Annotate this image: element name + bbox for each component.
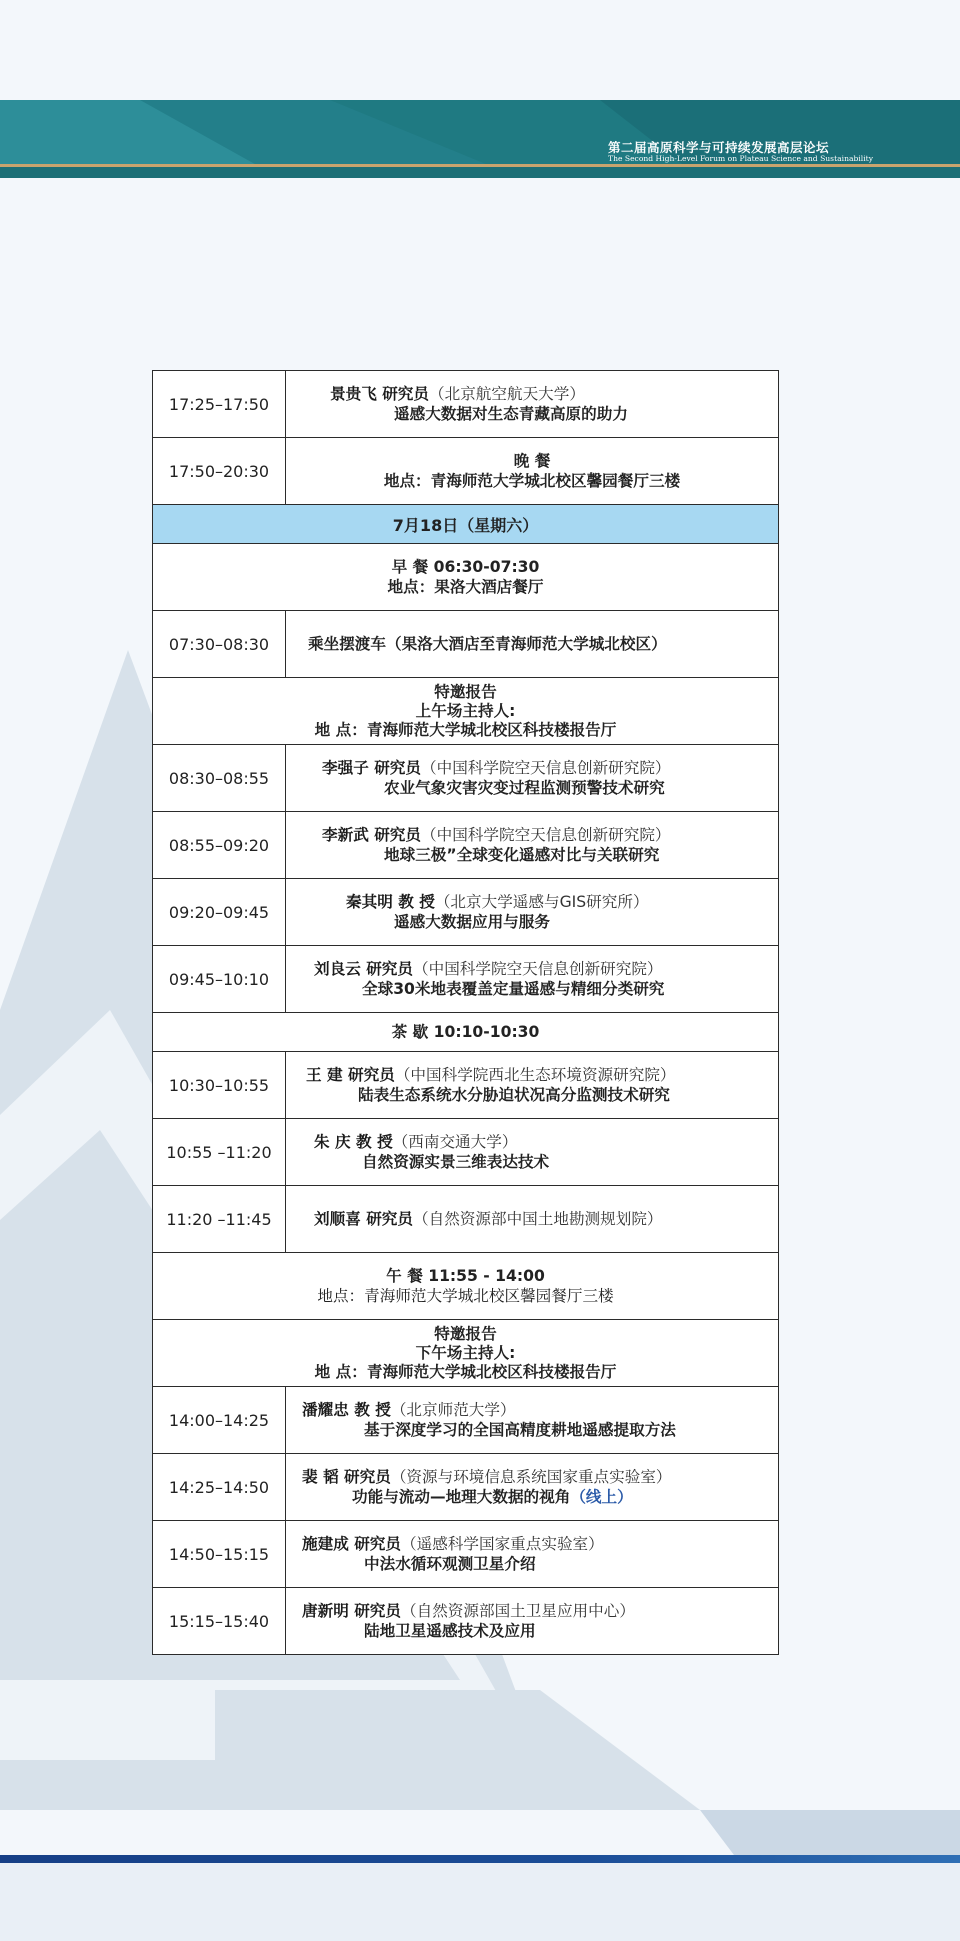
speaker-name: 李新武 研究员 — [322, 826, 421, 844]
time-cell: 17:50–20:30 — [153, 438, 286, 505]
speaker-line — [302, 1065, 774, 1085]
event-location: 地点：青海师范大学城北校区馨园餐厅三楼 — [383, 472, 681, 490]
speaker-affiliation: （北京师范大学） — [390, 1401, 516, 1419]
session-location: 地 点：青海师范大学城北校区科技楼报告厅 — [314, 720, 617, 739]
talk-cell — [286, 812, 779, 879]
schedule-row — [153, 946, 779, 1013]
session-title: 特邀报告 — [434, 1324, 497, 1343]
speaker-affiliation: （自然资源部国土卫星应用中心） — [401, 1602, 635, 1620]
schedule-row — [153, 1387, 779, 1454]
schedule-row — [153, 611, 779, 678]
talk-cell — [286, 1052, 779, 1119]
speaker-name: 朱 庆 教 授 — [314, 1133, 393, 1151]
talk-topic: 基于深度学习的全国高精度耕地遥感提取方法 — [364, 1421, 676, 1439]
time-cell: 15:15–15:40 — [153, 1588, 286, 1655]
schedule-row — [153, 1320, 779, 1387]
time-cell: 14:25–14:50 — [153, 1454, 286, 1521]
speaker-name: 王 建 研究员 — [306, 1066, 395, 1084]
speaker-affiliation: （中国科学院空天信息创新研究院） — [413, 960, 663, 978]
time-cell: 07:30–08:30 — [153, 611, 286, 678]
talk-cell — [286, 1521, 779, 1588]
speaker-affiliation: （中国科学院空天信息创新研究院） — [421, 759, 671, 777]
speaker-name: 施建成 研究员 — [302, 1535, 401, 1553]
event-cell — [153, 1253, 779, 1320]
event-cell — [153, 544, 779, 611]
speaker-name: 秦其明 教 授 — [346, 893, 435, 911]
session-cell — [153, 678, 779, 745]
footer-band — [0, 1855, 960, 1863]
schedule-row — [153, 1013, 779, 1052]
time-cell: 11:20 –11:45 — [153, 1186, 286, 1253]
time-cell: 14:00–14:25 — [153, 1387, 286, 1454]
schedule-row — [153, 678, 779, 745]
event-title: 午 餐 11:55 - 14:00 — [386, 1267, 545, 1285]
speaker-affiliation: （中国科学院空天信息创新研究院） — [421, 826, 671, 844]
day-header: 7月18日（星期六） — [153, 505, 779, 544]
speaker-affiliation: （自然资源部中国土地勘测规划院） — [413, 1210, 663, 1228]
talk-cell — [286, 1588, 779, 1655]
time-cell: 17:25–17:50 — [153, 371, 286, 438]
speaker-name: 刘顺喜 研究员 — [314, 1210, 413, 1228]
schedule-row — [153, 1119, 779, 1186]
speaker-line — [302, 1467, 774, 1487]
forum-title: 第二届高原科学与可持续发展高层论坛 — [608, 140, 830, 155]
talk-cell — [286, 1186, 779, 1253]
event-location: 地点：果洛大酒店餐厅 — [387, 578, 544, 596]
session-location: 地 点：青海师范大学城北校区科技楼报告厅 — [314, 1362, 617, 1381]
speaker-name: 潘耀忠 教 授 — [302, 1401, 391, 1419]
talk-topic: 遥感大数据对生态青藏高原的助力 — [394, 405, 628, 423]
speaker-affiliation: （西南交通大学） — [392, 1133, 518, 1151]
time-cell: 09:20–09:45 — [153, 879, 286, 946]
talk-topic-line — [302, 1487, 774, 1507]
talk-topic: 陆表生态系统水分胁迫状况高分监测技术研究 — [358, 1086, 670, 1104]
speaker-name: 唐新明 研究员 — [302, 1602, 401, 1620]
talk-cell — [286, 1119, 779, 1186]
session-cell — [153, 1320, 779, 1387]
time-cell: 09:45–10:10 — [153, 946, 286, 1013]
speaker-affiliation: （北京航空航天大学） — [429, 385, 585, 403]
speaker-line — [302, 1132, 774, 1152]
talk-cell — [286, 879, 779, 946]
schedule-table — [152, 370, 779, 1655]
speaker-line — [302, 384, 774, 404]
schedule-row — [153, 879, 779, 946]
event-location: 地点：青海师范大学城北校区馨园餐厅三楼 — [317, 1287, 614, 1305]
schedule-row — [153, 812, 779, 879]
speaker-line — [302, 1400, 774, 1420]
session-host: 下午场主持人: — [415, 1343, 516, 1362]
talk-topic: 遥感大数据应用与服务 — [394, 913, 550, 931]
talk-topic: 农业气象灾害灾变过程监测预警技术研究 — [384, 779, 665, 797]
talk-cell — [286, 371, 779, 438]
schedule-row — [153, 1521, 779, 1588]
speaker-affiliation: （中国科学院西北生态环境资源研究院） — [394, 1066, 676, 1084]
speaker-line — [302, 1534, 774, 1554]
speaker-name: 景贵飞 研究员 — [330, 385, 429, 403]
speaker-name: 刘良云 研究员 — [314, 960, 413, 978]
talk-topic: 全球30米地表覆盖定量遥感与精细分类研究 — [362, 980, 665, 998]
speaker-name: 裴 韬 研究员 — [302, 1468, 391, 1486]
event-title: 早 餐 06:30-07:30 — [391, 558, 540, 576]
speaker-line — [302, 1209, 774, 1229]
talk-topic: 陆地卫星遥感技术及应用 — [364, 1622, 536, 1640]
talk-cell — [286, 745, 779, 812]
speaker-affiliation: （资源与环境信息系统国家重点实验室） — [390, 1468, 672, 1486]
speaker-line — [302, 1601, 774, 1621]
talk-cell — [286, 1454, 779, 1521]
schedule-row — [153, 1052, 779, 1119]
session-title: 特邀报告 — [434, 682, 497, 701]
talk-topic: 功能与流动—地理大数据的视角 — [352, 1488, 571, 1506]
time-cell: 14:50–15:15 — [153, 1521, 286, 1588]
time-cell: 08:30–08:55 — [153, 745, 286, 812]
event-cell — [286, 438, 779, 505]
speaker-line — [302, 825, 774, 845]
online-tag: （线上） — [570, 1488, 633, 1506]
talk-topic: 中法水循环观测卫星介绍 — [364, 1555, 536, 1573]
speaker-line — [302, 959, 774, 979]
schedule-row — [153, 1454, 779, 1521]
talk-cell — [286, 946, 779, 1013]
speaker-line — [302, 758, 774, 778]
talk-topic: 自然资源实景三维表达技术 — [362, 1153, 550, 1171]
event-title: 晚 餐 — [513, 452, 551, 470]
schedule-row — [153, 745, 779, 812]
tea-break-cell: 茶 歇 10:10-10:30 — [153, 1013, 779, 1052]
schedule-row — [153, 371, 779, 438]
schedule-row — [153, 1253, 779, 1320]
schedule-row — [153, 1588, 779, 1655]
forum-subtitle: The Second High-Level Forum on Plateau Science and Sustainability — [608, 154, 873, 163]
speaker-name: 李强子 研究员 — [322, 759, 421, 777]
day-header-row — [153, 505, 779, 544]
speaker-affiliation: （北京大学遥感与GIS研究所） — [434, 893, 649, 911]
session-host: 上午场主持人: — [415, 701, 516, 720]
shuttle-text: 乘坐摆渡车（果洛大酒店至青海师范大学城北校区） — [308, 635, 667, 653]
schedule-row — [153, 544, 779, 611]
event-cell — [286, 611, 779, 678]
schedule-row — [153, 1186, 779, 1253]
speaker-line — [302, 892, 774, 912]
talk-topic: 地球三极”全球变化遥感对比与关联研究 — [384, 846, 660, 864]
schedule-row — [153, 438, 779, 505]
time-cell: 10:55 –11:20 — [153, 1119, 286, 1186]
talk-cell — [286, 1387, 779, 1454]
time-cell: 10:30–10:55 — [153, 1052, 286, 1119]
speaker-affiliation: （遥感科学国家重点实验室） — [401, 1535, 604, 1553]
time-cell: 08:55–09:20 — [153, 812, 286, 879]
